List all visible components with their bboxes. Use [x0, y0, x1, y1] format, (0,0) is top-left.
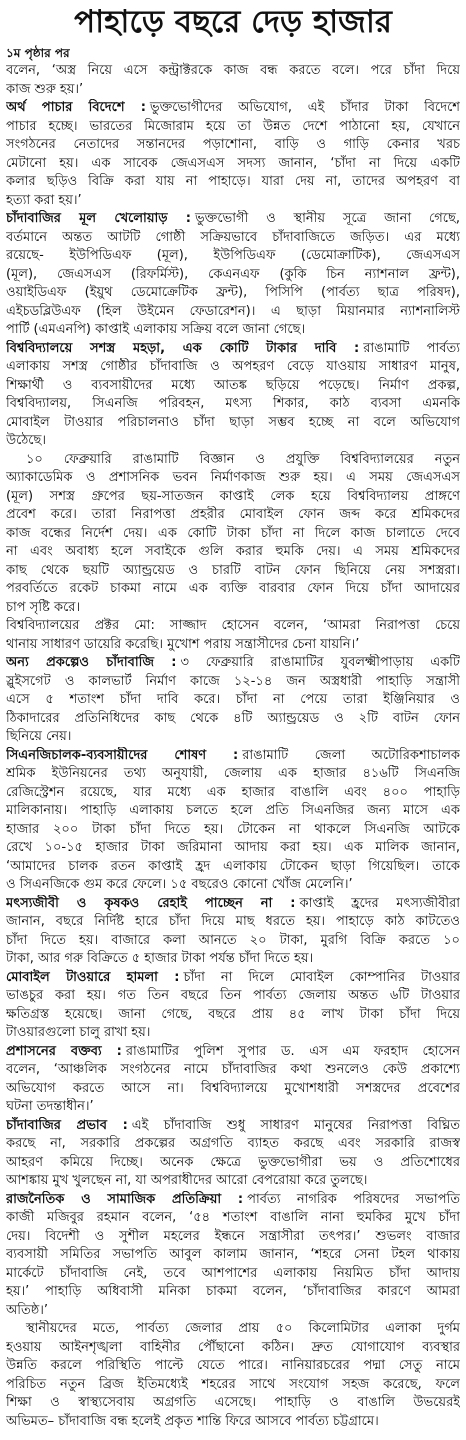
body-line: শিক্ষা ও স্বাস্থ্যসেবায় অগ্রগতি এসেছে। পাহাড়ি ও বাঙালি উভয়েরই: [6, 1395, 460, 1410]
headline: পাহাড়ে বছরে দেড় হাজার: [74, 4, 392, 40]
body-line: মার্কেটে চাঁদাবাজি নেই, তবে আশপাশের এলাকায় নিয়মিত চাঁদা আদায়: [6, 1265, 460, 1281]
body-line: বিশ্ববিদ্যালয়, সিএনজি পরিবহন, মৎস্য শিকার, কাঠ ব্যবসা এমনকি: [6, 396, 460, 411]
section-reactions: [6, 1191, 460, 1321]
body-line: চাঁদা দিতে হয়। বাজারে কলা আনতে ২০ টাকা, মুরগি বিক্রি করতে ১০: [6, 932, 460, 948]
body-line: দেয়। বিদেশী ও সুশীল মহলের ইন্ধনে সন্ত্রাসীরা তৎপর।’ শুভলং বাজার: [6, 1228, 460, 1244]
body-line: কলার ছড়িও বিক্রি করা যায় না পাহাড়ে। যারা দেয় না, তাদের অপহরণ বা: [6, 174, 460, 189]
section-university-drill: [6, 340, 460, 451]
body-line: ভাঙচুর করা হয়। গত তিন বছরে তিন পার্বত্য জেলায় অন্তত ৬টি টাওয়ার: [6, 988, 460, 1003]
body-line: (মূল), জেএসএস (রিফর্মিস্ট), কেএনএফ (কুকি চিন ন্যাশনাল ফ্রন্ট),: [6, 266, 460, 282]
section-heading: সিএনজিচালক-ব্যবসায়ীদের শোষণ :: [6, 747, 239, 763]
section-first-line: [6, 654, 460, 673]
section-heading: প্রশাসনের বক্তব্য :: [6, 1043, 122, 1059]
body-text: ৩ ফেব্রুয়ারি রাঙামাটির যুবলক্ষ্মীপাড়ায় একটি: [180, 655, 460, 670]
body-line: অ্যাকাডেমিক ও প্রশাসনিক ভবন নির্মাণকাজ শুরু হয়। এ সময় জেএসএস: [6, 470, 460, 485]
body-line: পাচার হচ্ছে। ভারতের মিজোরাম হয়ে তা উন্নত দেশে পাঠানো হয়, যেখানে: [6, 118, 460, 134]
section-heading: মৎস্যজীবী ও কৃষকও রেহাই পাচ্ছেন না :: [6, 895, 296, 911]
body-line: উঠেছে।: [6, 433, 47, 448]
body-line: হয়।’ পাহাড়ি অধিবাসী মনিকা চাকমা বলেন, ‘চাঁদাবাজির কারণে আমরা: [6, 1284, 460, 1299]
section-first-line: [6, 340, 460, 359]
section-mobile-tower: [6, 969, 460, 1043]
body-line: স্থানীয়দের মতে, পার্বত্য জেলার প্রায় ৫০ কিলোমিটার এলাকা দুর্গম: [26, 1321, 460, 1336]
section-heading: রাজনৈতিক ও সামাজিক প্রতিক্রিয়া :: [6, 1191, 244, 1207]
body-line: অভিমত– চাঁদাবাজি বন্ধ হলেই প্রকৃত শান্তি ফিরে আসবে পার্বত্য চট্টগ্রামে।: [6, 1413, 379, 1429]
body-line: ‘আমাদের চালক রতন কাপ্তাই হ্রদ এলাকায় টোকেন ছাড়া গিয়েছিল। তাকে: [6, 858, 460, 874]
body-line: কাজী মজিবুর রহমান বলেন, ‘৫৪ শতাংশ বাঙালি নানা হুমকির মুখে চাঁদা: [6, 1210, 460, 1225]
section-heading: চাঁদাবাজির প্রভাব :: [6, 1117, 128, 1133]
body-line: মালিকানায়। পাহাড়ি এলাকায় চলতে হলে প্রতি সিএনজির জন্য মাসে এক: [6, 803, 460, 818]
body-line: সংগঠনের নেতাদের সন্তানদের পড়াশোনা, বাড়ি ও গাড়ি কেনার খরচ: [6, 137, 460, 152]
body-line: এইচডব্লিউএফ (হিল উইমেন ফেডারেশন)। এ ছাড়া মিয়ানমার ন্যাশনালিস্ট: [6, 303, 460, 319]
body-line: বলেন, ‘অস্ত্র নিয়ে এসে কন্ট্রাক্টরকে কাজ বন্ধ করতে বলে। পরে চাঁদা দিয়ে: [6, 63, 460, 78]
body-line: (মূল) সশস্ত্র গ্রুপের ছয়-সাতজন কাপ্তাই লেক হয়ে বিশ্ববিদ্যালয় প্রাঙ্গণে: [6, 488, 460, 504]
body-text: ভুক্তভোগীদের অভিযোগ, এই চাঁদার টাকা বিদেশে: [149, 100, 460, 115]
body-line: অতিষ্ঠ।’: [6, 1302, 48, 1318]
body-line: পরবর্তিতে রকেট চাকমা নামে এক ব্যক্তি বারবার ফোন দিয়ে চাঁদা আদায়ের: [6, 581, 460, 596]
body-line: স্লুইসগেট ও কালভার্ট নির্মাণ কাজে ১২-১৪ জন অস্ত্রধারী পাহাড়ি সন্ত্রাসী: [6, 673, 460, 689]
body-line: কাছ থেকে ছয়টি অ্যান্ড্রয়েড ও চারটি বাটন ফোন ছিনিয়ে নেয় সশস্ত্ররা।: [6, 562, 460, 578]
body-line: এসে ৫ শতাংশ চাঁদা দাবি করে। চাঁদা না পেয়ে তারা ইঞ্জিনিয়ার ও: [6, 692, 460, 707]
body-line: বলেন, ‘আঞ্চলিক সংগঠনের নামে চাঁদাবাজির কথা শুনলেও কেউ প্রকাশ্যে: [6, 1062, 460, 1077]
continued-from-label: ১ম পৃষ্ঠার পর: [6, 46, 70, 60]
section-heading: অন্য প্রকল্পেও চাঁদাবাজি :: [6, 655, 177, 670]
body-line: প্রবেশ করে। তারা নিরাপত্তা প্রহরীর মোবাইল ফোন জব্দ করে শ্রমিকদের: [6, 507, 460, 522]
body-line: হওয়ায় আইনশৃঙ্খলা বাহিনীর পৌঁছানো কঠিন। দ্রুত যোগাযোগ ব্যবস্থার: [6, 1339, 460, 1355]
body-line: হত্যা করা হয়।’: [6, 192, 82, 208]
body-line: ব্যবসায়ী সমিতির সভাপতি আবুল কালাম জানান, ‘শহরে সেনা টহল থাকায়: [6, 1247, 460, 1262]
body-line: রয়েছে- ইউপিডিএফ (মূল), ইউপিডিএফ (ডেমোক্রাটিক), জেএসএস: [6, 248, 460, 263]
body-line: থানায় সাধারণ ডায়েরি করেছি। মুখোশ পরায় সন্ত্রাসীদের চেনা যায়নি।’: [6, 636, 360, 652]
section-first-line: [6, 1117, 460, 1136]
body-text: রাঙামাটি পার্বত্য: [363, 340, 460, 356]
body-line: অভিযোগ করতে আসে না। বিশ্ববিদ্যালয়ে মুখোশধারী সশস্ত্রদের প্রবেশের: [6, 1080, 460, 1096]
body-line: ক্ষতিগ্রস্ত হয়েছে। জানা গেছে, বছরে প্রায় ৪৫ লাখ টাকা চাঁদা দিয়ে: [6, 1006, 460, 1022]
section-main-players: [6, 210, 460, 340]
section-heading: অর্থ পাচার বিদেশে :: [6, 100, 146, 115]
body-line: ও সিএনজিকে গুম করে ফেলে। ১৫ বছরেও কোনো খোঁজ মেলেনি।’: [6, 877, 353, 892]
body-line: না এবং অবাধ্য হলে সবাইকে গুলি করার হুমকি দেয়। এ সময় শ্রমিকদের: [6, 544, 460, 559]
intro-paragraph: [6, 62, 460, 99]
section-first-line: [6, 1191, 460, 1210]
section-first-line: [6, 747, 460, 766]
body-text: রাঙামাটির পুলিশ সুপার ড. এস এম ফরহাদ হোসেন: [125, 1043, 460, 1059]
body-line: করছে না, সরকারি প্রকল্পের অগ্রগতি ব্যাহত করছে এবং সরকারি রাজস্ব: [6, 1136, 460, 1151]
body-text: পার্বত্য নাগরিক পরিষদের সভাপতি: [247, 1191, 460, 1207]
section-fishermen-farmers: [6, 895, 460, 969]
body-line: পরিচিত নতুন ব্রিজ ইতিমধ্যেই শহরের সাথে সংযোগ সহজ করেছে, ফলে: [6, 1376, 460, 1392]
body-text: কাপ্তাই হ্রদের মৎস্যজীবীরা: [299, 895, 460, 911]
body-line: কাজ শুরু হয়।’: [6, 81, 84, 97]
body-line: মেটানো হয়। এক সাবেক জেএসএস সদস্য জানান, ‘চাঁদা না দিয়ে একটি: [6, 155, 460, 171]
section-first-line: [6, 895, 460, 914]
section-heading: বিশ্ববিদ্যালয়ে সশস্ত্র মহড়া, এক কোটি টাকার দাবি :: [6, 340, 360, 356]
section-cng-drivers: [6, 747, 460, 895]
body-line: ১০ ফেব্রুয়ারি রাঙামাটি বিজ্ঞান ও প্রযুক্তি বিশ্ববিদ্যালয়ের নতুন: [26, 451, 460, 467]
body-line: রেখে ১০-১৫ হাজার টাকা জরিমানা আদায় করা হয়। এক মালিক জানান,: [6, 840, 460, 855]
body-line: ছিনিয়ে নেয়।: [6, 729, 72, 744]
body-line: শ্রমিক ইউনিয়নের তথ্য অনুযায়ী, জেলায় এক হাজার ৪১৬টি সিএনজি: [6, 766, 460, 781]
body-line: শিক্ষার্থী ও ব্যবসায়ীদের মধ্যে আতঙ্ক ছড়িয়ে পড়েছে। নির্মাণ প্রকল্প,: [6, 377, 460, 393]
body-line: উন্নতি করলে পরিস্থিতি পাল্টে যেতে পারে। নানিয়ারচরের পদ্মা সেতু নামে: [6, 1358, 460, 1373]
section-first-line: [6, 210, 460, 229]
body-line: বর্তমানে অন্তত আটটি গোষ্ঠী সক্রিয়ভাবে চাঁদাবাজিতে জড়িত। এর মধ্যে: [6, 229, 460, 245]
body-line: টাওয়ারগুলো চালু রাখা হয়।: [6, 1025, 151, 1040]
body-line: ঘটনা তদন্তাধীন।’: [6, 1099, 94, 1114]
paragraph-feb-10-incident: [6, 451, 460, 618]
section-first-line: [6, 969, 460, 988]
section-other-projects: [6, 654, 460, 747]
section-impact: [6, 1117, 460, 1191]
closing-paragraph: [6, 1320, 460, 1431]
section-heading: মোবাইল টাওয়ারে হামলা :: [6, 969, 180, 985]
body-line: আশঙ্কায় মুখ খুলছেন না, যা অপরাধীদের আরো বেপরোয়া করে তুলছে।: [6, 1173, 368, 1188]
body-text: রাঙামাটি জেলা অটোরিকশাচালক: [242, 747, 460, 763]
body-text: এই চাঁদাবাজি শুধু সাধারণ মানুষের নিরাপত্তা বিঘ্নিত: [131, 1117, 460, 1133]
paragraph-proctor-quote: [6, 617, 460, 654]
body-text: চাঁদা না দিলে মোবাইল কোম্পানির টাওয়ার: [183, 969, 460, 985]
body-line: টাকা, আর গরু বিক্রিতে ৫ হাজার টাকা পর্যন্ত চাঁদা দিতে হয়।: [6, 951, 314, 966]
body-line: এলাকায় সশস্ত্র গোষ্ঠীর চাঁদাবাজি ও অপহরণ বেড়ে যাওয়ায় সাধারণ মানুষ,: [6, 359, 460, 374]
section-money-laundering: [6, 99, 460, 210]
body-line: ঠিকাদারের প্রতিনিধিদের কাছ থেকে ৪টি অ্যান্ড্রয়েড ও ২টি বাটন ফোন: [6, 710, 460, 726]
section-heading: চাঁদাবাজির মূল খেলোয়াড় :: [6, 211, 191, 226]
body-line: বিশ্ববিদ্যালয়ের প্রক্টর মো: সাজ্জাদ হোসেন বলেন, ‘আমরা নিরাপত্তা চেয়ে: [6, 618, 460, 633]
body-line: পার্টি (এমএনপি) কাপ্তাই এলাকায় সক্রিয় বলে জানা গেছে।: [6, 322, 306, 337]
section-administration-statement: [6, 1043, 460, 1117]
body-line: রেজিস্ট্রেশন রয়েছে, যার মধ্যে এক হাজার বাঙালি এবং ৪০০ পাহাড়ি: [6, 784, 460, 800]
body-text: ভুক্তভোগী ও স্থানীয় সূত্রে জানা গেছে,: [195, 211, 460, 226]
body-line: মোবাইল টাওয়ার পরিচালনাও চাঁদা ছাড়া সম্ভব হচ্ছে না বলে অভিযোগ: [6, 414, 460, 430]
section-first-line: [6, 1043, 460, 1062]
body-line: হাজার ২০০ টাকা চাঁদা দিতে হয়। টোকেন না থাকলে সিএনজি আটকে: [6, 821, 460, 837]
article-body: [0, 62, 466, 1431]
section-first-line: [6, 99, 460, 118]
body-line: আহরণ কমিয়ে দিচ্ছে। অনেক ক্ষেত্রে ভুক্তভোগীরা ভয় ও প্রতিশোধের: [6, 1154, 460, 1170]
body-line: জানান, বছরে নির্দিষ্ট হারে চাঁদা দিয়ে মাছ ধরতে হয়। পাহাড়ে কাঠ কাটতেও: [6, 914, 460, 929]
body-line: ওয়াইডিএফ (ইয়ুথ ডেমোক্রেটিক ফ্রন্ট), পিসিপি (পার্বত্য ছাত্র পরিষদ),: [6, 285, 460, 300]
body-line: চাপ সৃষ্টি করে।: [6, 599, 81, 615]
body-line: কাজ বন্ধের নির্দেশ দেয়। এক কোটি টাকা চাঁদা না দিলে কাজ চালাতে দেবে: [6, 525, 460, 541]
